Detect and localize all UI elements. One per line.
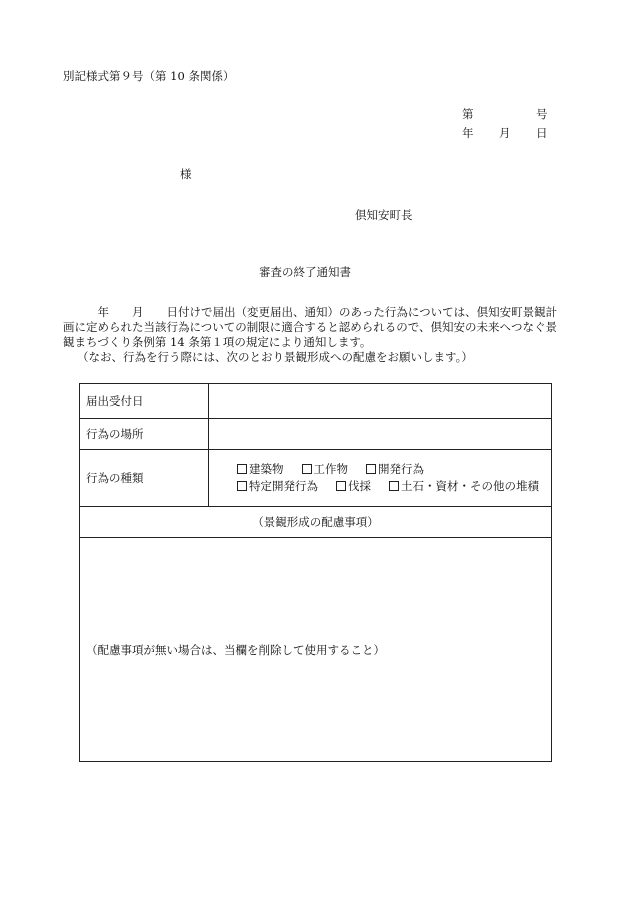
checkbox-icon[interactable]: [336, 481, 346, 491]
type-option-logging[interactable]: 伐採: [336, 479, 371, 493]
date-year: 年: [462, 126, 474, 140]
form-number: 別記様式第９号（第 10 条関係）: [63, 69, 235, 83]
type-option-development[interactable]: 開発行為: [366, 462, 424, 476]
body-paragraph: [63, 305, 568, 365]
issuer-name: 倶知安町長: [355, 208, 413, 222]
location-label: 行為の場所: [80, 419, 209, 450]
checkbox-icon[interactable]: [237, 464, 247, 474]
table-row: [80, 507, 552, 538]
consideration-note[interactable]: （配慮事項が無い場合は、当欄を削除して使用すること）: [80, 538, 552, 762]
table-row: [80, 538, 552, 762]
received-date-value[interactable]: [209, 384, 552, 419]
action-type-options: [209, 450, 552, 507]
consideration-section-header: （景観形成の配慮事項）: [80, 507, 552, 538]
checkbox-icon[interactable]: [389, 481, 399, 491]
checkbox-icon[interactable]: [237, 481, 247, 491]
type-option-structure[interactable]: 工作物: [302, 462, 349, 476]
document-title: 審査の終了通知書: [259, 265, 351, 279]
checkbox-icon[interactable]: [302, 464, 312, 474]
table-row: [80, 450, 552, 507]
notice-form-table: [79, 383, 552, 762]
checkbox-icon[interactable]: [366, 464, 376, 474]
date-day: 日: [536, 126, 548, 140]
addressee-sama: 様: [180, 167, 192, 181]
action-type-label: 行為の種類: [80, 450, 209, 507]
document-number-dai: 第: [462, 107, 474, 121]
date-month: 月: [499, 126, 511, 140]
body-line-2: 画に定められた当該行為についての制限に適合すると認められるので、倶知安の未来へつなぐ景: [63, 320, 558, 334]
body-line-1: 年 月 日付けで届出（変更届出、通知）のあった行為については、倶知安町景観計: [63, 305, 558, 319]
type-option-specific-development[interactable]: 特定開発行為: [237, 479, 318, 493]
type-option-soil-materials[interactable]: 土石・資材・その他の堆積: [389, 479, 539, 493]
table-row: [80, 419, 552, 450]
location-value[interactable]: [209, 419, 552, 450]
document-number-go: 号: [536, 107, 548, 121]
received-date-label: 届出受付日: [80, 384, 209, 419]
type-option-building[interactable]: 建築物: [237, 462, 284, 476]
body-line-3: 観まちづくり条例第 14 条第１項の規定により通知します。: [63, 335, 372, 349]
body-line-4: （なお、行為を行う際には、次のとおり景観形成への配慮をお願いします。）: [77, 350, 473, 364]
table-row: [80, 384, 552, 419]
